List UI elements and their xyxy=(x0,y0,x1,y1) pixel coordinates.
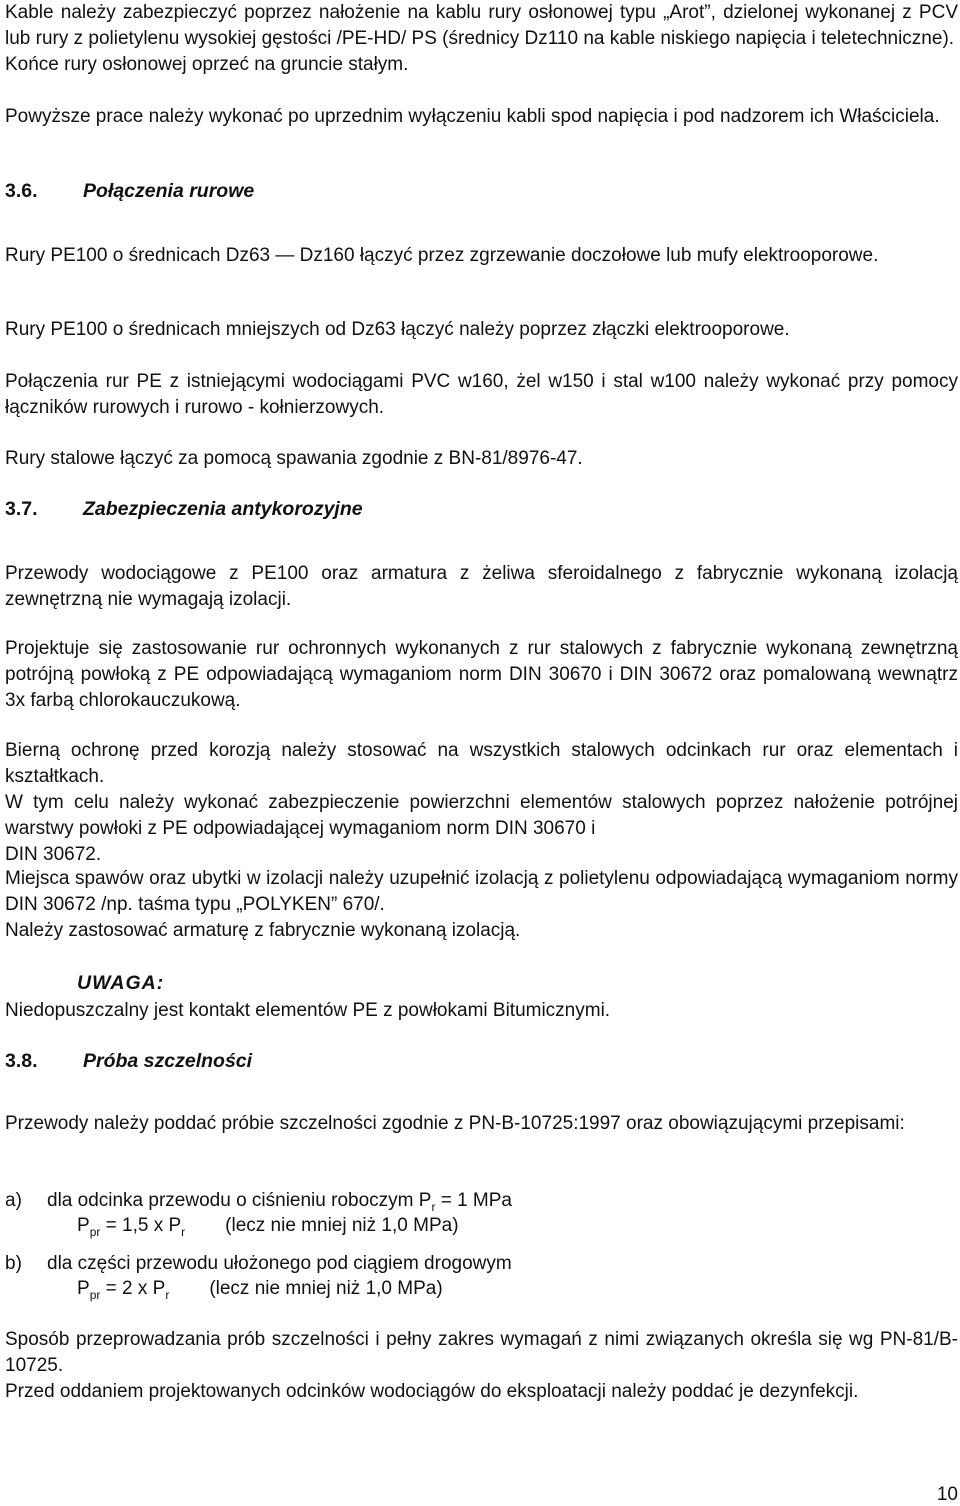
paragraph-test-procedure: Sposób przeprowadzania prób szczelności i pełny zakres wymagań z nimi związanych określa się wg PN-81/B-10725. xyxy=(5,1329,958,1376)
section-heading-3-6 xyxy=(5,178,255,204)
section-heading-3-7 xyxy=(5,496,363,522)
paragraph-surface-protection-end: DIN 30672. xyxy=(5,844,102,865)
subscript: pr xyxy=(89,1288,101,1302)
formula-note: (lecz nie mniej niż 1,0 MPa) xyxy=(225,1215,459,1236)
paragraph-protective-pipes: Projektuje się zastosowanie rur ochronnych wykonanych z rur stalowych z fabrycznie wykonaną zewnętrzną potrójną powłoką z PE odpowiadającą wymaganiom norm DIN 30670 i DIN 30672 oraz pomalowaną wewnątrz 3x farbą chlorokauczukową. xyxy=(5,638,958,711)
paragraph-steel-pipes-welding: Rury stalowe łączyć za pomocą spawania zgodnie z BN-81/8976-47. xyxy=(5,448,583,469)
page-number: 10 xyxy=(936,1484,958,1505)
paragraph-surface-protection: W tym celu należy wykonać zabezpieczenie powierzchni elementów stalowych poprzez nałożenie potrójnej warstwy powłoki z PE odpowiadającej wymaganiom norm DIN 30670 i xyxy=(5,792,958,839)
subscript: r xyxy=(431,1200,436,1214)
paragraph-passive-protection: Bierną ochronę przed korozją należy stosować na wszystkich stalowych odcinkach rur oraz elementach i kształtkach. xyxy=(5,740,958,787)
paragraph-existing-pipes-connection: Połączenia rur PE z istniejącymi wodociągami PVC w160, żel w150 i stal w100 należy wykonać przy pomocy łączników rurowych i rurowo - kołnierzowych. xyxy=(5,371,958,418)
section-title: Połączenia rurowe xyxy=(83,180,255,202)
list-item-a-formula xyxy=(77,1213,459,1240)
list-item-b-formula xyxy=(77,1276,443,1303)
section-number: 3.7. xyxy=(5,498,38,520)
list-text: dla części przewodu ułożonego pod ciągiem drogowym xyxy=(47,1253,512,1274)
list-text-tail: = 1 MPa xyxy=(435,1190,513,1211)
subscript: pr xyxy=(89,1225,101,1239)
formula-note: (lecz nie mniej niż 1,0 MPa) xyxy=(209,1278,443,1299)
intro-paragraph-pipe-ends: Końce rury osłonowej oprzeć na gruncie stałym. xyxy=(5,54,409,75)
paragraph-factory-insulated-fittings: Należy zastosować armaturę z fabrycznie wykonaną izolacją. xyxy=(5,920,521,941)
list-label: b) xyxy=(5,1253,22,1274)
paragraph-pe100-insulation: Przewody wodociągowe z PE100 oraz armatura z żeliwa sferoidalnego z fabrycznie wykonaną izolacją zewnętrzną nie wymagają izolacji. xyxy=(5,563,958,610)
section-number: 3.8. xyxy=(5,1050,38,1072)
warning-text: Niedopuszczalny jest kontakt elementów PE z powłokami Bitumicznymi. xyxy=(5,1000,611,1021)
paragraph-pressure-test: Przewody należy poddać próbie szczelności zgodnie z PN-B-10725:1997 oraz obowiązującymi przepisami: xyxy=(5,1113,905,1134)
formula-symbol: P xyxy=(77,1215,90,1236)
intro-paragraph-supervision: Powyższe prace należy wykonać po uprzednim wyłączeniu kabli spod napięcia i pod nadzorem ich Właściciela. xyxy=(5,106,940,127)
subscript: r xyxy=(181,1225,186,1239)
formula-symbol: P xyxy=(77,1278,90,1299)
list-item-a xyxy=(5,1188,512,1215)
section-number: 3.6. xyxy=(5,180,38,202)
paragraph-pe100-small-diameters: Rury PE100 o średnicach mniejszych od Dz63 łączyć należy poprzez złączki elektrooporowe. xyxy=(5,319,790,340)
list-label: a) xyxy=(5,1190,22,1211)
paragraph-disinfection: Przed oddaniem projektowanych odcinków wodociągów do eksploatacji należy poddać je dezynfekcji. xyxy=(5,1381,859,1402)
formula-value: = 1,5 x P xyxy=(100,1215,182,1236)
formula-value: = 2 x P xyxy=(100,1278,166,1299)
list-text: dla odcinka przewodu o ciśnieniu roboczym P xyxy=(47,1190,432,1211)
list-item-b xyxy=(5,1251,512,1277)
section-title: Zabezpieczenia antykorozyjne xyxy=(83,498,363,520)
warning-label: UWAGA: xyxy=(77,972,165,994)
subscript: r xyxy=(165,1288,170,1302)
section-title: Próba szczelności xyxy=(83,1050,253,1072)
section-heading-3-8 xyxy=(5,1048,253,1074)
intro-paragraph-cable-protection: Kable należy zabezpieczyć poprzez nałożenie na kablu rury osłonowej typu „Arot”, dzielonej wykonanej z PCV lub rury z polietylenu wysokiej gęstości /PE-HD/ PS (średnicy Dz110 na kable niskiego napięcia i teletechniczne). xyxy=(5,2,958,49)
paragraph-weld-repairs: Miejsca spawów oraz ubytki w izolacji należy uzupełnić izolacją z polietylenu odpowiadającą wymaganiom normy DIN 30672 /np. taśma typu „POLYKEN” 670/. xyxy=(5,868,958,915)
paragraph-pe100-welding: Rury PE100 o średnicach Dz63 — Dz160 łączyć przez zgrzewanie doczołowe lub mufy elektrooporowe. xyxy=(5,245,879,266)
